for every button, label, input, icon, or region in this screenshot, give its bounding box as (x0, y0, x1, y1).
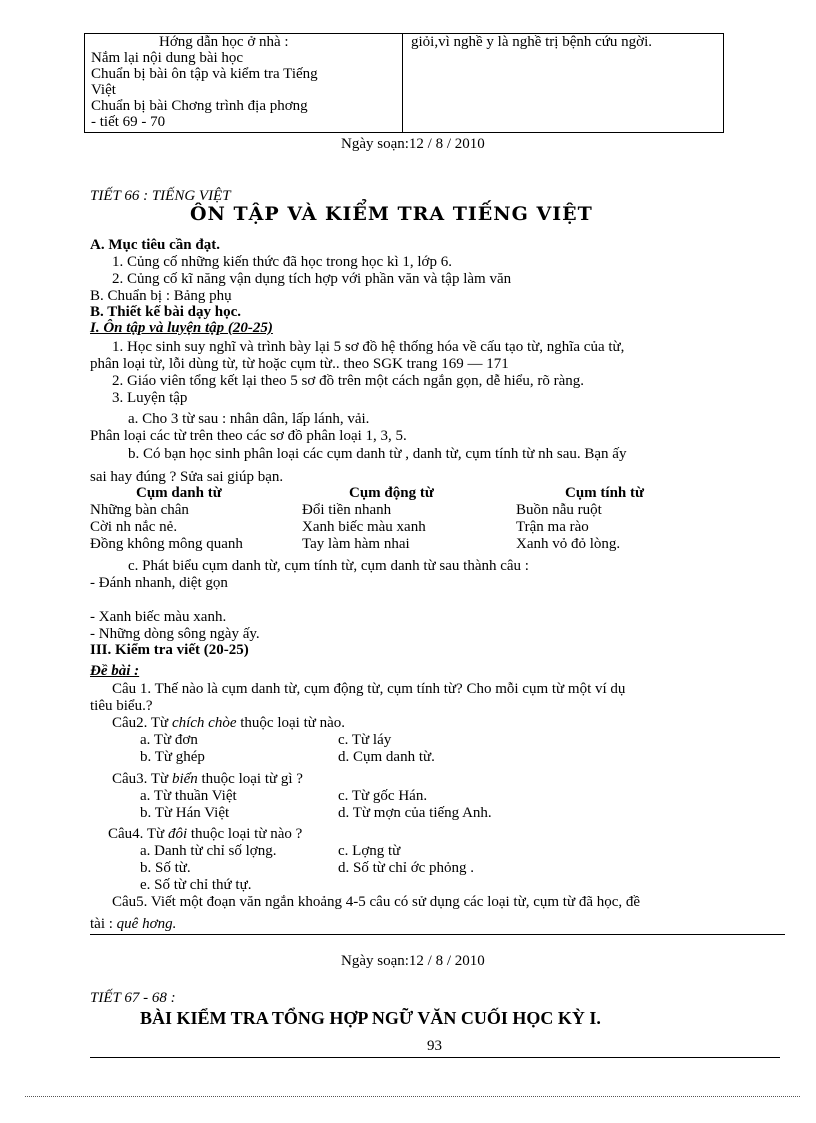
homework-line: - tiết 69 - 70 (91, 114, 166, 130)
homework-line: Chuẩn bị bài ôn tập và kiểm tra Tiếng (91, 66, 318, 82)
table-cell: Trận ma rào (516, 519, 589, 535)
exercise-a-cont: Phân loại các từ trên theo các sơ đồ phân loại 1, 3, 5. (90, 428, 407, 444)
part-i-heading: I. Ôn tập và luyện tập (20-25) (90, 320, 273, 336)
section-a-heading: A. Mục tiêu cần đạt. (90, 237, 220, 253)
col-header-verb-phrase: Cụm động từ (349, 485, 434, 501)
section-b-design: B. Thiết kế bài dạy học. (90, 304, 242, 320)
part-i-p1-cont: phân loại từ, lỗi dùng từ, từ hoặc cụm từ.. theo SGK trang 169 — 171 (90, 356, 509, 372)
lesson-67-label: TIẾT 67 - 68 : (90, 990, 176, 1006)
homework-line: Chuẩn bị bài Chơng trình địa phơng (91, 98, 308, 114)
de-bai-label: Đề bài : (90, 663, 140, 679)
part-iii-heading: III. Kiểm tra viết (20-25) (90, 642, 249, 658)
q3-text: Câu3. Từ (112, 771, 172, 787)
exercise-b: b. Có bạn học sinh phân loại các cụm danh từ , danh từ, cụm tính từ nh sau. Bạn ấy (128, 446, 627, 462)
part-i-p2: 2. Giáo viên tổng kết lại theo 5 sơ đồ trên một cách ngắn gọn, dễ hiểu, rõ ràng. (112, 373, 584, 389)
exercise-c: c. Phát biểu cụm danh từ, cụm tính từ, cụm danh từ sau thành câu : (128, 558, 529, 574)
table-cell: Cời nh nắc nẻ. (90, 519, 178, 535)
table-cell: Tay làm hàm nhai (302, 536, 410, 552)
homework-line: Nắm lại nội dung bài học (91, 50, 244, 66)
q3-option: d. Từ mợn của tiếng Anh. (338, 805, 492, 821)
table-right-cell: giỏi,vì nghề y là nghề trị bệnh cứu ngời. (411, 34, 653, 50)
homework-line: Việt (91, 82, 116, 98)
date-prepared-1: Ngày soạn:12 / 8 / 2010 (341, 136, 485, 152)
question-5: Câu5. Viết một đoạn văn ngắn khoảng 4-5 câu có sử dụng các loại từ, cụm từ đã học, đề (112, 894, 641, 910)
q4-option: a. Danh từ chỉ số lợng. (140, 843, 277, 859)
table-cell: Những bàn chân (90, 502, 189, 518)
question-2 (112, 715, 345, 731)
q4-word: đôi (167, 826, 188, 842)
q2-text-end: thuộc loại từ nào. (236, 715, 346, 731)
q4-option: e. Số từ chỉ thứ tự. (140, 877, 252, 893)
part-i-p3: 3. Luyện tập (112, 390, 188, 406)
table-cell: Xanh vỏ đỏ lòng. (516, 536, 621, 552)
q3-word: biển (171, 771, 198, 787)
q3-option: a. Từ thuần Việt (140, 788, 237, 804)
q2-option: c. Từ láy (338, 732, 392, 748)
q5-text: tài : (90, 916, 117, 932)
homework-heading: Hớng dẫn học ở nhà : (159, 34, 289, 50)
exercise-a: a. Cho 3 từ sau : nhân dân, lấp lánh, vải. (128, 411, 370, 427)
date-prepared-2: Ngày soạn:12 / 8 / 2010 (341, 953, 485, 969)
section-a-item: 2. Củng cố kĩ năng vận dụng tích hợp với phần văn và tập làm văn (112, 271, 512, 287)
q4-option: d. Số từ chỉ ớc phỏng . (338, 860, 475, 876)
q3-option: b. Từ Hán Việt (140, 805, 230, 821)
q4-option: c. Lợng từ (338, 843, 401, 859)
q3-option: c. Từ gốc Hán. (338, 788, 428, 804)
q2-option: a. Từ đơn (140, 732, 198, 748)
table-cell: Đồng không mông quanh (90, 536, 243, 552)
col-header-adj-phrase: Cụm tính từ (565, 485, 645, 501)
q4-text-end: thuộc loại từ nào ? (187, 826, 303, 842)
lesson-66-title: ÔN TẬP VÀ KIỂM TRA TIẾNG VIỆT (190, 203, 593, 225)
exercise-c-item: - Đánh nhanh, diệt gọn (90, 575, 228, 591)
page-number: 93 (427, 1038, 442, 1054)
exercise-b-cont: sai hay đúng ? Sửa sai giúp bạn. (90, 469, 284, 485)
question-3 (112, 771, 303, 787)
q4-option: b. Số từ. (140, 860, 191, 876)
q4-text: Câu4. Từ (108, 826, 168, 842)
part-i-p1: 1. Học sinh suy nghĩ và trình bày lại 5 sơ đồ hệ thống hóa về cấu tạo từ, nghĩa của từ, (112, 339, 625, 355)
section-a-item: 1. Củng cố những kiến thức đã học trong học kì 1, lớp 6. (112, 254, 452, 270)
q3-text-end: thuộc loại từ gì ? (197, 771, 303, 787)
q2-option: d. Cụm danh từ. (338, 749, 435, 765)
q2-word: chích chòe (171, 715, 237, 731)
footer-rule (90, 1057, 780, 1058)
homework-table (84, 33, 724, 133)
lesson-67-title: BÀI KIỂM TRA TỔNG HỢP NGỮ VĂN CUỐI HỌC KỲ I. (140, 1008, 601, 1028)
page-bottom-dotted-line (25, 1096, 800, 1097)
table-cell: Buồn nẫu ruột (516, 502, 602, 518)
question-5-cont (90, 916, 176, 932)
col-header-noun-phrase: Cụm danh từ (136, 485, 222, 501)
exercise-c-item: - Xanh biếc màu xanh. (90, 609, 227, 625)
question-4 (108, 826, 302, 842)
table-left-cell (91, 34, 397, 130)
table-cell: Xanh biếc màu xanh (302, 519, 426, 535)
q5-topic: quê hơng. (116, 916, 177, 932)
exercise-c-item: - Những dòng sông ngày ấy. (90, 626, 260, 642)
table-cell: Đổi tiền nhanh (302, 502, 392, 518)
table-divider (402, 34, 403, 132)
lesson-66-label: TIẾT 66 : TIẾNG VIỆT (90, 188, 231, 204)
q2-text: Câu2. Từ (112, 715, 172, 731)
section-b-prep: B. Chuẩn bị : Bảng phụ (90, 288, 232, 304)
q2-option: b. Từ ghép (140, 749, 205, 765)
question-1: Câu 1. Thế nào là cụm danh từ, cụm động từ, cụm tính từ? Cho mỗi cụm từ một ví dụ (112, 681, 626, 697)
question-1-cont: tiêu biểu.? (90, 698, 153, 714)
section-divider (90, 934, 785, 935)
